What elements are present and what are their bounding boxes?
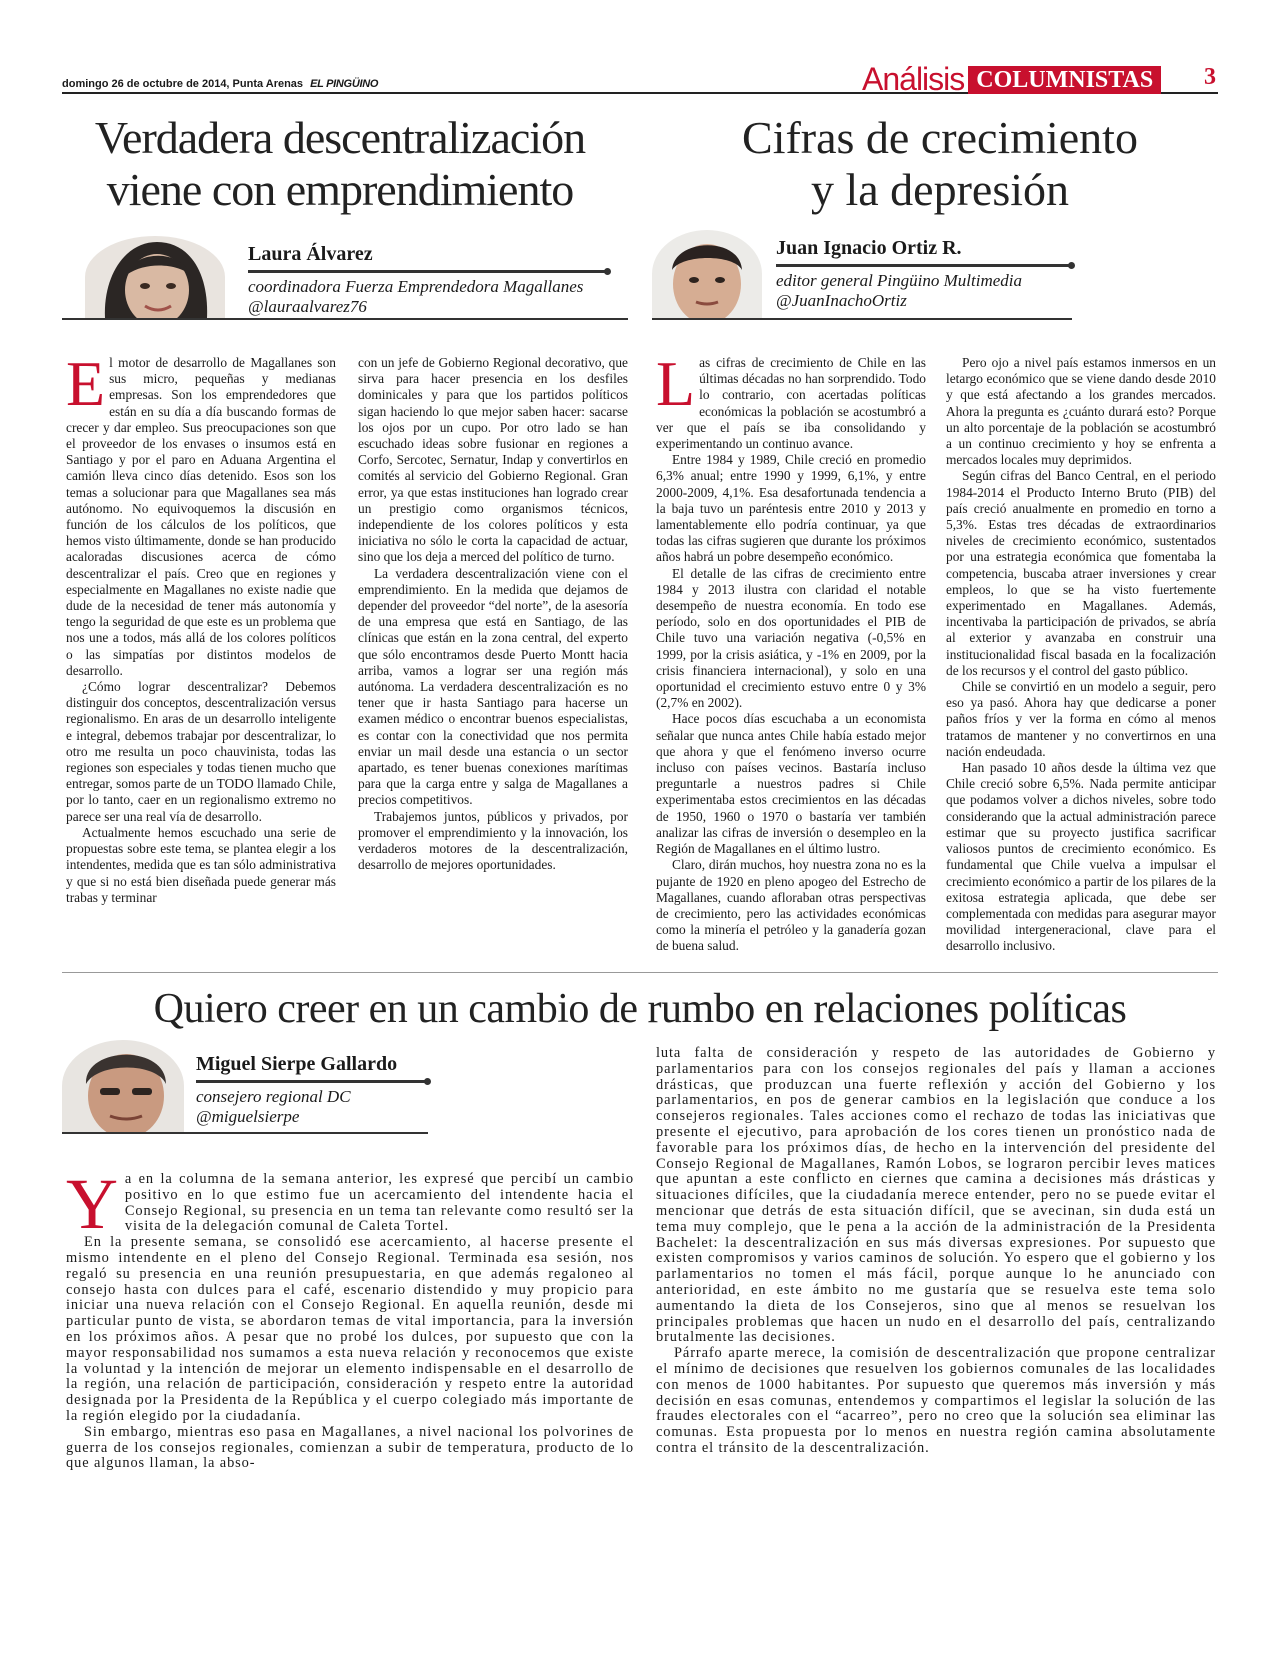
article1-paragraph: Actualmente hemos escuchado una serie de propuestas sobre este tema, se plantea elegir a los intendentes, medida que es tan sólo administrativa y que si no está bien diseñada puede generar más trabas y terminar xyxy=(66,824,336,905)
article3-author-photo xyxy=(62,1040,184,1132)
article3-photo-rule xyxy=(62,1132,428,1134)
article2-column-2 xyxy=(946,355,1216,955)
rule-end-dot xyxy=(424,1078,431,1085)
article1-paragraph: l motor de desarrollo de Magallanes son sus micro, pequeñas y medianas empresas. Son los emprendedores que están en su día a día buscando formas de crecer y dar empleo. Sus preocupaciones son que el proveedor de los envases o insumos está en Santiago y por el paro en Aduana Argentina el camión lleva cinco días detenido. Esos son los temas a solucionar para que Magallanes sea más autónomo. No equivoquemos la discusión en función de los cálculos de los políticos, que hemos visto últimamente, donde se han producido acaloradas discusiones acerca de cómo descentralizar el país. Creo que en regiones y especialmente en Magallanes no existe nadie que dude de la necesidad de tener más autonomía y tengo la seguridad de que este es un problema que nos une a todos, más allá de los colores políticos o las simpatías por distintos modelos de desarrollo. xyxy=(66,355,336,678)
article1-role-text: coordinadora Fuerza Emprendedora Magallanes xyxy=(248,277,584,296)
article2-dropcap: L xyxy=(656,348,696,419)
article1-title-line2: viene con emprendimiento xyxy=(106,164,574,215)
section-analisis: Análisis xyxy=(862,61,965,97)
article2-handle: @JuanInachoOrtiz xyxy=(776,291,907,310)
article1-title-line1: Verdadera descentralización xyxy=(94,112,586,163)
article3-author-name: Miguel Sierpe Gallardo xyxy=(196,1053,398,1075)
article1-author-role xyxy=(248,277,628,317)
article2-paragraph: El detalle de las cifras de crecimiento entre 1984 y 2013 ilustra con claridad el notable desempeño de nuestra economía. En todo ese período, solo en dos oportunidades el PIB de Chile tuvo una variación negativa (-0,5% en 1999, por la crisis asiática, y -1% en 2009, por la crisis financiera internacional), y solo en una oportunidad el crecimiento estuvo entre 0 y 3% (2,7% en 2002). xyxy=(656,565,926,711)
article2-paragraph: as cifras de crecimiento de Chile en las últimas décadas no han sorprendido. Todo lo contrario, con acertadas políticas económicas la población se acostumbró a ver que el país se iba consolidando y experimentando un continuo avance. xyxy=(656,355,926,452)
page-number: 3 xyxy=(1204,64,1216,90)
article3-column-1 xyxy=(66,1164,634,1472)
section-label xyxy=(862,61,1161,97)
man-portrait-icon xyxy=(62,1040,184,1132)
article2-paragraph: Han pasado 10 años desde la última vez que Chile creció sobre 6,5%. Nada permite anticipar que podamos volver a dichos niveles, sobre todo considerando que la actual administración parece estimar que su proyecto justifica sacrificar valiosos puntos de crecimiento económico. Es fundamental que Chile vuelva a impulsar el crecimiento económico a partir de los pilares de la exitosa estrategia aplicada, que debe ser complementada con medidas para asegurar mayor movilidad intergeneracional, clave para el desarrollo inclusivo. xyxy=(946,760,1216,954)
article1-author-photo xyxy=(85,236,225,318)
article1-paragraph: La verdadera descentralización viene con el emprendimiento. En la medida que dejamos de depender del proveedor “del norte”, de la asesoría de una empresa que está en Santiago, de las clínicas que están en la zona central, del experto que sólo encontramos desde Puerto Montt hacia arriba, vamos a lograr ser una región más autónoma. La verdadera descentralización es no tener que ir hasta Santiago para hacerse un examen médico o encontrar buenos especialistas, es contar con la conectividad que nos permita enviar un mail desde una estancia o un sector apartado, es tener buenas conexiones marítimas para que la carga entre y salga de Magallanes a precios competitivos. xyxy=(358,565,628,808)
dateline-text: domingo 26 de octubre de 2014, Punta Arenas xyxy=(62,78,304,90)
article2-paragraph: Hace pocos días escuchaba a un economista señalar que nunca antes Chile había estado mejor que ahora y que el fenómeno inverso ocurre incluso con países vecinos. Bastaría incluso preguntarle a nuestros padres si Chile experimentaba estos crecimientos en las décadas de 1950, 1960 o 1970 o bastaría ver también analizar las cifras de inversión o desempleo en la Región de Magallanes en el último lustro. xyxy=(656,711,926,857)
article2-paragraph: Claro, dirán muchos, hoy nuestra zona no es la pujante de 1920 en pleno apogeo del Estrecho de Magallanes, cuando afloraban otras perspectivas de crecimiento, pero las actividades económicas como la minería el petróleo y la ganadería gozan de buena salud. xyxy=(656,857,926,954)
rule-end-dot xyxy=(604,268,611,275)
article3-paragraph: a en la columna de la semana anterior, les expresé que percibí un cambio positivo en lo que estimo fue un acercamiento del intendente hacia el Consejo Regional, su presencia en un tema tan relevante como resultó ser la visita de la delegación comunal de Caleta Tortel. xyxy=(124,1171,634,1235)
article3-author-role xyxy=(196,1087,456,1127)
dateline xyxy=(62,78,378,90)
man-portrait-icon xyxy=(652,230,762,318)
article2-title xyxy=(660,112,1220,216)
article1-paragraph: ¿Cómo lograr descentralizar? Debemos distinguir dos conceptos, descentralización versus regionalismo. En aras de un desarrollo inteligente e integral, debemos trabajar por descentralizar, lo otro me resulta un poco chauvinista, todas las regiones son especiales y todas tienen mucho que entregar, somos parte de un TODO llamado Chile, por lo tanto, caer en un regionalismo extremo no parece ser una real vía de desarrollo. xyxy=(66,679,336,824)
section-columnistas: COLUMNISTAS xyxy=(968,66,1161,94)
article1-dropcap: E xyxy=(66,348,106,419)
article3-dropcap: Y xyxy=(66,1164,119,1244)
article1-title xyxy=(40,112,640,216)
newspaper-logo: EL PINGÜINO xyxy=(310,78,379,90)
article3-title: Quiero creer en un cambio de rumbo en relaciones políticas xyxy=(153,986,1127,1032)
section-separator xyxy=(62,972,1218,973)
article3-role-text: consejero regional DC xyxy=(196,1087,351,1106)
article2-photo-rule xyxy=(652,318,1072,320)
article2-role-text: editor general Pingüino Multimedia xyxy=(776,271,1022,290)
article2-paragraph: Pero ojo a nivel país estamos inmersos en un letargo económico que se viene dando desde 2010 y que está afectando a los grandes mercados. Ahora la pregunta es ¿cuánto durará esto? Porque un alto porcentaje de la población se acostumbró a un continuo crecimiento y hoy se enfrenta a mercados locales muy deprimidos. xyxy=(946,355,1216,468)
article2-author-rule xyxy=(776,264,1072,267)
article2-title-line2: y la depresión xyxy=(810,164,1070,215)
article2-paragraph: Entre 1984 y 1989, Chile creció en promedio 6,3% anual; entre 1990 y 1999, 6,1%, y entre 2000-2009, 4,1%. Esa desafortunada tendencia a la baja tuvo un paréntesis entre 2010 y 2013 y lamentablemente ello podría continuar, ya que todas las cifras sugieren que durante los próximos años habrá un pobre desempeño económico. xyxy=(656,452,926,565)
article3-paragraph: Sin embargo, mientras eso pasa en Magallanes, a nivel nacional los polvorines de guerra de los consejos regionales, comienzan a subir de temperatura, producto de lo que algunos llaman, la abso- xyxy=(66,1423,634,1472)
article2-author-role xyxy=(776,271,1156,311)
article1-photo-rule xyxy=(62,318,628,320)
article2-column-1 xyxy=(656,348,926,955)
article1-handle: @lauraalvarez76 xyxy=(248,297,367,316)
article1-paragraph: con un jefe de Gobierno Regional decorativo, que sirva para hacer presencia en los desfiles dominicales y para que los partidos políticos sigan haciendo lo que mejor saben hacer: sacarse los ojos por un cupo. Por otro lado se han escuchado ideas sobre fusionar en regiones a Corfo, Sercotec, Sernatur, Indap y convertirlos en comités al servicio del Gobierno Regional. Gran error, ya que estas instituciones han logrado crear un prestigio como organismos técnicos, independiente de los colores políticos y esta iniciativa no sólo le corta la capacidad de actuar, sino que los deja a merced del político de turno. xyxy=(358,355,628,565)
article1-author-rule xyxy=(248,270,608,273)
article2-title-line1: Cifras de crecimiento xyxy=(742,112,1138,163)
article2-paragraph: Según cifras del Banco Central, en el periodo 1984-2014 el Producto Interno Bruto (PIB) del país creció anualmente en promedio en torno a 5,3%. Estas tres décadas de extraordinarios niveles de crecimiento económico, sustentados por una estrategia económica que fomentaba la competencia, buscaba atraer inversiones y crear empleos, lo que se ha visto fuertemente experimentado en Magallanes. Además, incentivaba la participación de privados, se abría al exterior y avanzaba en construir una institucionalidad fiscal basada en la focalización de los recursos y el control del gasto público. xyxy=(946,468,1216,678)
rule-end-dot xyxy=(1068,262,1075,269)
article3-column-2 xyxy=(656,1046,1216,1457)
article3-paragraph: luta falta de consideración y respeto de las autoridades de Gobierno y parlamentarios para con los consejos regionales del país y llaman a acciones drásticas, que produzcan una fuerte reflexión y acción del Gobierno y los parlamentarios, en pos de generar cambios en la legislación que conduce a los consejeros regionales. Tales acciones como el rechazo de todas las iniciativas que presente el ejecutivo, para aprobación de los cores tienen un pronóstico nada de favorable para los próximos días, de hecho en la intervención del presidente del Consejo Regional de Magallanes, Ramón Lobos, se lograron percibir leves matices que apuntan a este conflicto en ciernes que camina a decisiones más drásticas y situaciones difíciles, que la ciudadanía merece entender, pero no se puede evitar el mencionar que detrás de esta situación difícil, que se avecinan, sin duda está un tema muy complejo, que le pena a la acción de la administración de la Presidenta Bachelet: la descentralización en sus más diversas expresiones. Por supuesto que existen compromisos y varios caminos de solución. Yo espero que el gobierno y los parlamentarios no tomen el más fácil, porque aunque lo he anunciado con anterioridad, en este ámbito no me gustaría que se resuelva este tema solo aumentando la dieta de los Consejeros, sino que al menos se resuelvan los principales problemas que hacen un nudo en el desarrollo del país, centralizando brutalmente las decisiones. xyxy=(656,1045,1216,1346)
article2-author-name: Juan Ignacio Ortiz R. xyxy=(776,237,962,259)
article2-paragraph: Chile se convirtió en un modelo a seguir, pero eso ya pasó. Ahora hay que dedicarse a poner paños fríos y ver la forma en cómo al menos tratamos de mantener y no convertirnos en una nación endeudada. xyxy=(946,679,1216,759)
article1-column-2 xyxy=(358,355,628,874)
article3-paragraph: En la presente semana, se consolidó ese acercamiento, al hacerse presente el mismo intendente en el pleno del Consejo Regional. Terminada esa sesión, nos regaló su presencia en una reunión presupuestaria, en que además regaloneo al consejo hasta con dulces para el café, escenario distendido y muy propicio para iniciar una nueva relación con el Consejo Regional. En aquella reunión, desde mi particular punto de vista, se abordaron temas de vital importancia, para la inversión en los próximos años. A pesar que no probé los dulces, por supuesto que con la mayor responsabilidad nos sumamos a esta nueva relación y reconocemos que existe la voluntad y la intención de mejorar un elemento indispensable en el desarrollo de la región, una relación de participación, consideración y respeto entre la autoridad designada por la Presidenta de la República y el cuerpo colegiado más importante de la región elegido por la ciudadanía. xyxy=(66,1234,634,1424)
article2-author-photo xyxy=(652,230,762,318)
article3-paragraph: Párrafo aparte merece, la comisión de descentralización que propone centralizar el mínimo de decisiones que resuelven los gobiernos comunales de las localidades con menos de 1000 habitantes. Por supuesto que queremos más inversión y más decisión en esas comunas, entendemos y compartimos el legislar la solución de las fraudes electorales con el “acarreo”, pero no creo que la solución sea eliminar las comunas. Esta propuesta por lo menos en nuestra región camina absolutamente contra el tránsito de la descentralización. xyxy=(656,1345,1216,1456)
article1-column-1 xyxy=(66,348,336,906)
article1-author-name: Laura Álvarez xyxy=(248,243,373,265)
article3-author-rule xyxy=(196,1080,428,1083)
woman-portrait-icon xyxy=(85,236,225,318)
article1-paragraph: Trabajemos juntos, públicos y privados, por promover el emprendimiento y la innovación, los verdaderos motores de la descentralización, desarrollo de mejores oportunidades. xyxy=(358,808,628,873)
article3-handle: @miguelsierpe xyxy=(196,1107,300,1126)
